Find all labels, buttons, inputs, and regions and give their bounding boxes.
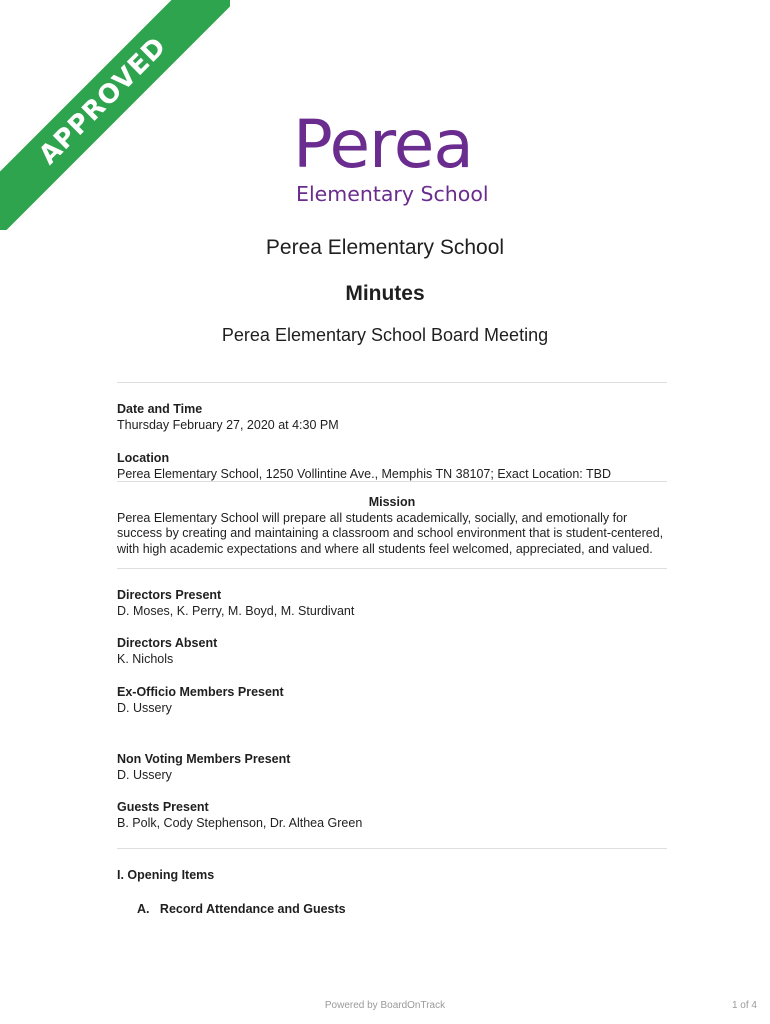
location-block	[117, 451, 667, 482]
location-value: Perea Elementary School, 1250 Vollintine Ave., Memphis TN 38107; Exact Location: TBD	[117, 466, 612, 481]
directors-present-value: D. Moses, K. Perry, M. Boyd, M. Sturdivant	[117, 603, 355, 618]
page-number: 1 of 4	[731, 1000, 757, 1011]
mission-label: Mission	[368, 495, 416, 509]
date-time-label: Date and Time	[117, 402, 203, 416]
ex-officio-label: Ex-Officio Members Present	[117, 685, 284, 699]
guests-label: Guests Present	[117, 800, 209, 814]
directors-absent-block	[117, 636, 667, 667]
logo-subtitle: Elementary School	[296, 182, 489, 206]
ex-officio-value: D. Ussery	[117, 700, 172, 715]
document-title: Minutes	[345, 282, 425, 305]
approved-label: APPROVED	[33, 31, 173, 171]
non-voting-block	[117, 752, 667, 783]
logo-wordmark: Perea	[293, 106, 473, 183]
item-heading: A. Record Attendance and Guests	[137, 902, 346, 916]
directors-present-label: Directors Present	[117, 588, 222, 602]
powered-by: Powered by BoardOnTrack	[324, 1000, 446, 1011]
approved-ribbon	[0, 0, 230, 230]
divider	[117, 382, 667, 383]
school-logo	[293, 106, 493, 206]
meeting-name: Perea Elementary School Board Meeting	[221, 325, 549, 345]
divider	[117, 568, 667, 569]
item-record-attendance	[117, 902, 667, 918]
mission-text: Perea Elementary School will prepare all students academically, socially, and emotionally for success by creating and maintaining a classroom and school environment that is student-centered, with high academic expectations and where all students feel welcomed, appreciated, and valued.	[117, 510, 664, 556]
guests-value: B. Polk, Cody Stephenson, Dr. Althea Green	[117, 815, 363, 830]
non-voting-label: Non Voting Members Present	[117, 752, 291, 766]
non-voting-value: D. Ussery	[117, 767, 172, 782]
location-label: Location	[117, 451, 170, 465]
mission-block	[117, 495, 667, 557]
divider	[117, 481, 667, 482]
approved-stamp	[0, 0, 230, 230]
date-time-block	[117, 402, 667, 433]
section-heading: I. Opening Items	[117, 868, 215, 882]
section-opening-items	[117, 868, 667, 884]
directors-absent-label: Directors Absent	[117, 636, 218, 650]
date-time-value: Thursday February 27, 2020 at 4:30 PM	[117, 417, 339, 432]
directors-present-block	[117, 588, 667, 619]
guests-block	[117, 800, 667, 831]
ex-officio-block	[117, 685, 667, 716]
directors-absent-value: K. Nichols	[117, 651, 174, 666]
school-name: Perea Elementary School	[265, 236, 505, 259]
divider	[117, 848, 667, 849]
